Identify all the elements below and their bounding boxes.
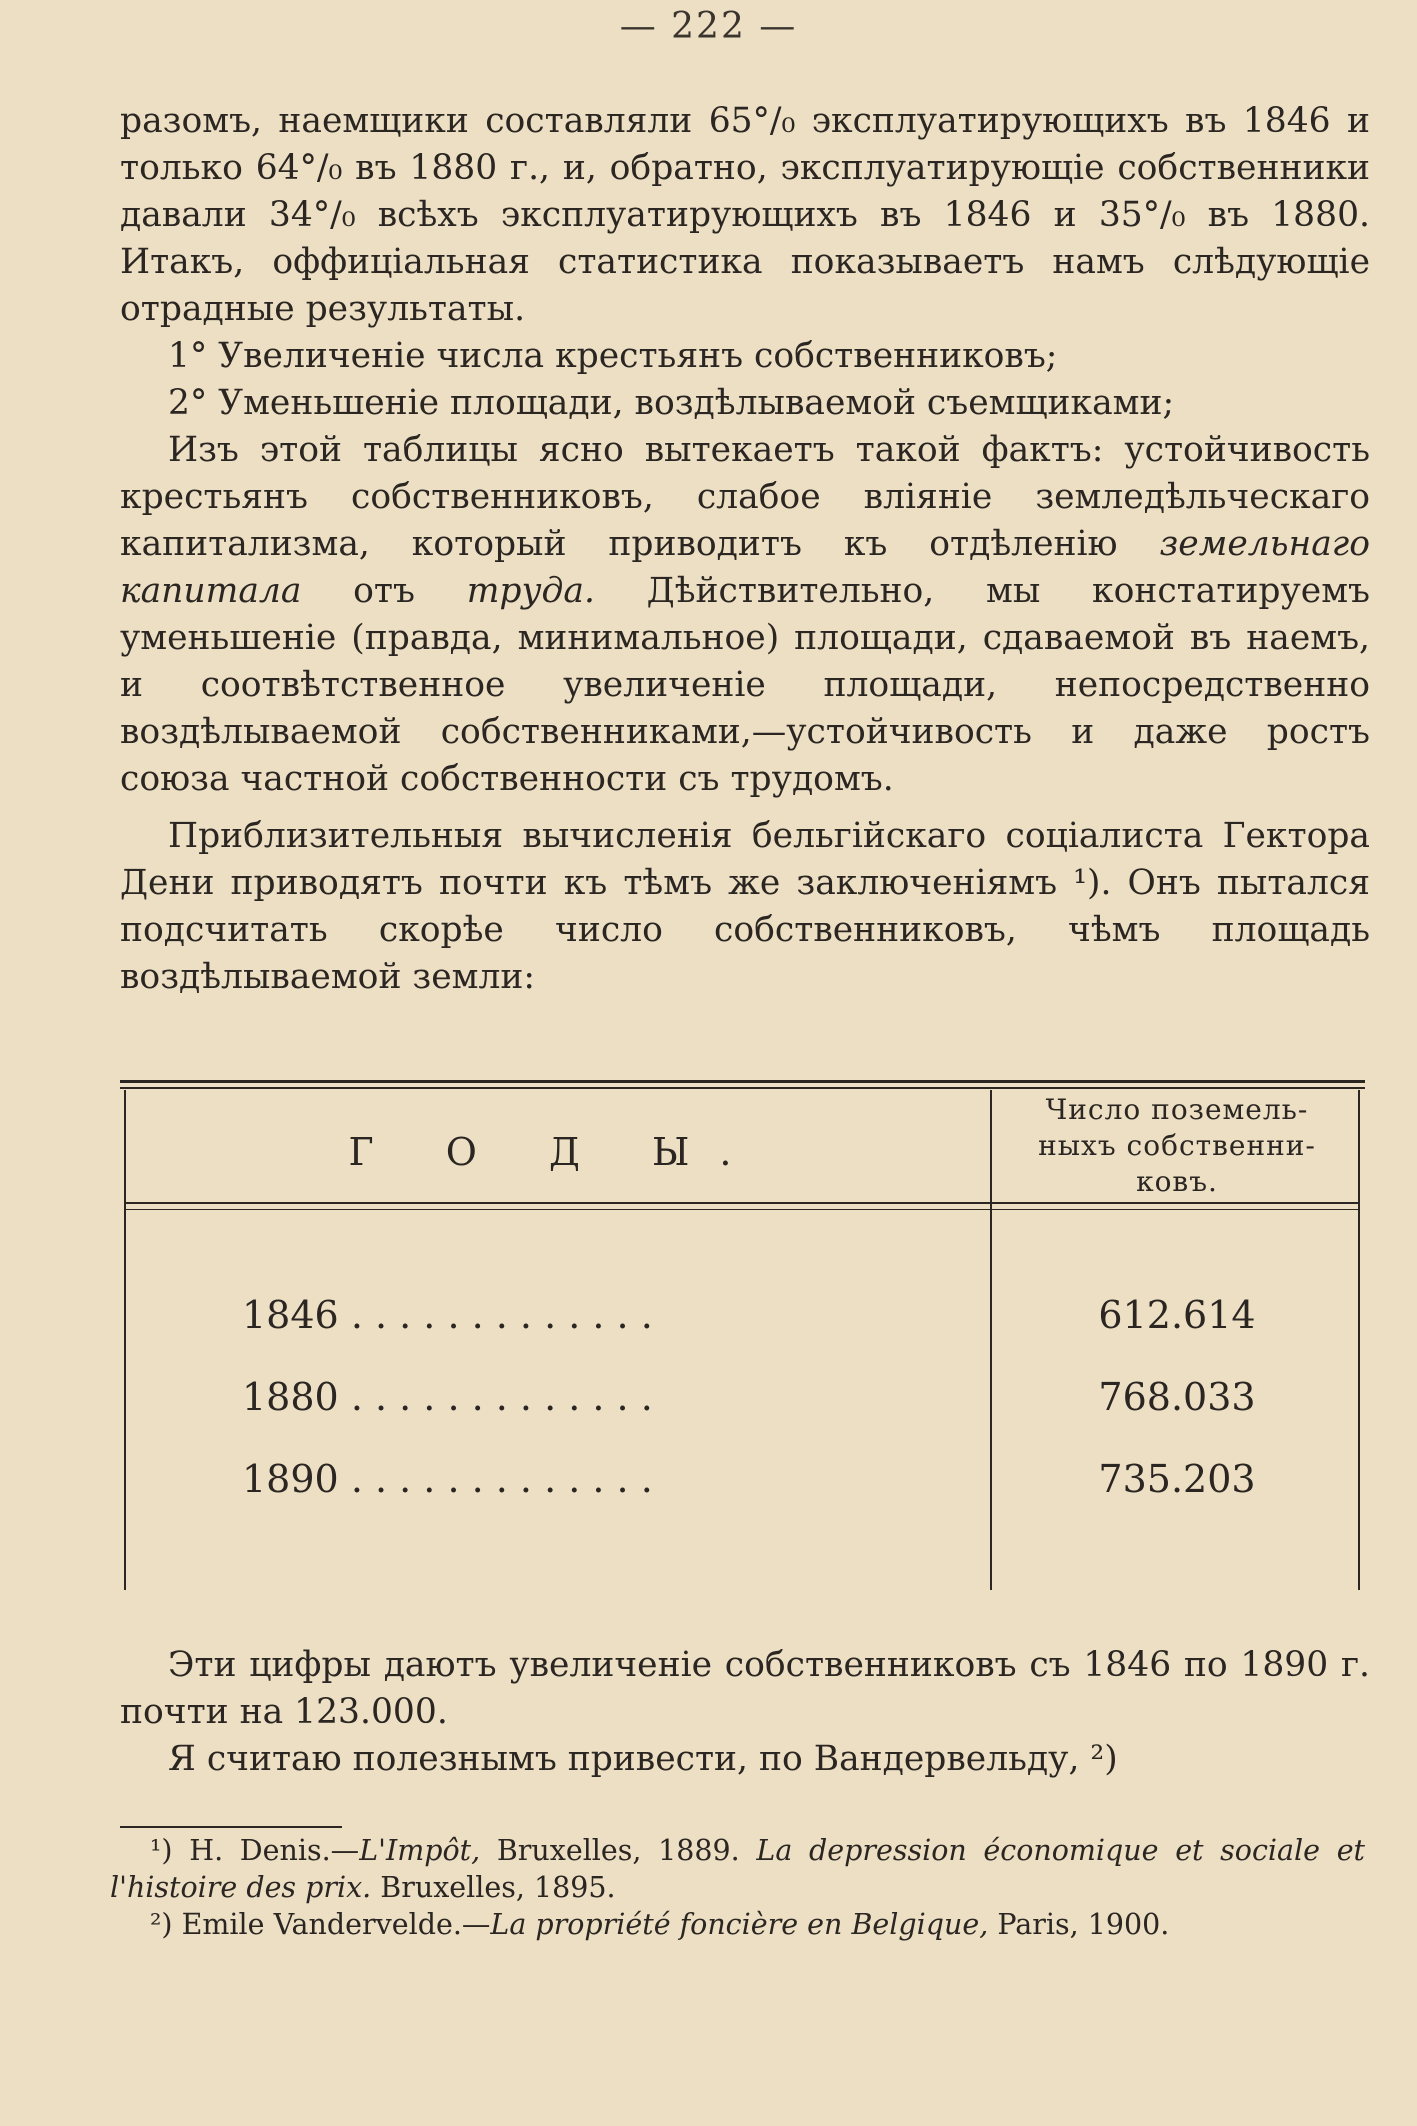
footnote-2-mark: ²) [150,1908,173,1941]
footnote-1-italic-2: La depression économique et sociale et l'histoire des prix. [110,1834,1366,1904]
year: 1880 [242,1375,339,1419]
paragraph-4-part-b: отъ [301,571,467,611]
footnote-1-part-c: Bruxelles, 1895. [371,1871,616,1904]
footnotes [110,1832,1365,1943]
table-row-value: 735.203 [1098,1457,1256,1501]
owners-table [120,1080,1365,1600]
leader-dots: . . . . . . . . . . . . . [350,1457,653,1501]
header-owners-line-2: ныхъ собственни- [1038,1129,1316,1162]
table-header-rule-2 [126,1209,1358,1210]
header-owners-line-3: ковъ. [1136,1165,1218,1198]
table-row-value: 768.033 [1098,1375,1256,1419]
leader-dots: . . . . . . . . . . . . . [350,1375,653,1419]
page-number: — 222 — [619,6,798,47]
year: 1890 [242,1457,339,1501]
footnote-rule [120,1826,342,1828]
table-row-year [242,1457,653,1501]
paragraph-4-part-a: Изъ этой таблицы ясно вытекаетъ такой фактъ: устойчивость крестьянъ собственниковъ, слабое вліяніе земледѣльческаго капитализма, который приводитъ къ отдѣленію [120,430,1370,564]
paragraph-4 [120,427,1370,803]
table-header-rule [126,1202,1358,1204]
footnote-1-part-a: H. Denis.— [172,1834,360,1867]
footnote-2 [110,1906,1365,1943]
header-owners-line-1: Число поземель- [1045,1093,1309,1126]
table-top-rule-2 [120,1087,1365,1089]
header-years: Г О Д Ы. [348,1130,762,1174]
footnote-1-italic-1: L'Impôt, [359,1834,481,1867]
leader-dots: . . . . . . . . . . . . . [350,1293,653,1337]
table-row-year [242,1375,653,1419]
paragraph-4-part-c: Дѣйствительно, мы констатируемъ уменьшеніе (правда, минимальное) площади, сдаваемой въ наемъ, и соотвѣтственное увеличеніе площади, непосредственно воздѣлываемой собственниками,—устойчивость и даже ростъ союза частной собственности съ трудомъ. [120,571,1370,799]
footnote-1 [110,1832,1365,1906]
table-row-value: 612.614 [1098,1293,1256,1337]
header-owners [992,1092,1362,1200]
paragraph-7: Я считаю полезнымъ привести, по Вандервельду, ²) [168,1739,1118,1779]
paragraph-5: Приблизительныя вычисленія бельгійскаго соціалиста Гектора Дени приводятъ почти къ тѣмъ же заключеніямъ ¹). Онъ пытался подсчитать скорѣе число собственниковъ, чѣмъ площадь воздѣлываемой земли: [120,816,1370,997]
paragraph-4-italic-1: земельнаго капитала [120,524,1370,611]
table-row-year [242,1293,653,1337]
year: 1846 [242,1293,339,1337]
main-text [120,98,1370,1001]
footnote-2-part-a: Emile Vandervelde.— [172,1908,491,1941]
table-top-rule [120,1080,1365,1083]
paragraph-4-italic-2: труда. [466,571,595,611]
paragraph-2: 1° Увеличеніе числа крестьянъ собственниковъ; [168,336,1058,376]
footnote-2-part-b: Paris, 1900. [988,1908,1170,1941]
paragraph-3: 2° Уменьшеніе площади, воздѣлываемой съемщиками; [168,383,1175,423]
paragraph-1: разомъ, наемщики составляли 65°/₀ эксплуатирующихъ въ 1846 и только 64°/₀ въ 1880 г., и, обратно, эксплуатирующіе собственники давали 34°/₀ всѣхъ эксплуатирующихъ въ 1846 и 35°/₀ въ 1880. Итакъ, оффиціальная статистика показываетъ намъ слѣдующіе отрадные результаты. [120,101,1370,329]
footnote-2-italic: La propriété foncière en Belgique, [490,1908,989,1941]
paragraph-6: Эти цифры даютъ увеличеніе собственниковъ съ 1846 по 1890 г. почти на 123.000. [120,1645,1370,1732]
text-after-table [120,1642,1370,1783]
footnote-1-mark: ¹) [150,1834,173,1867]
footnote-1-part-b: Bruxelles, 1889. [480,1834,757,1867]
